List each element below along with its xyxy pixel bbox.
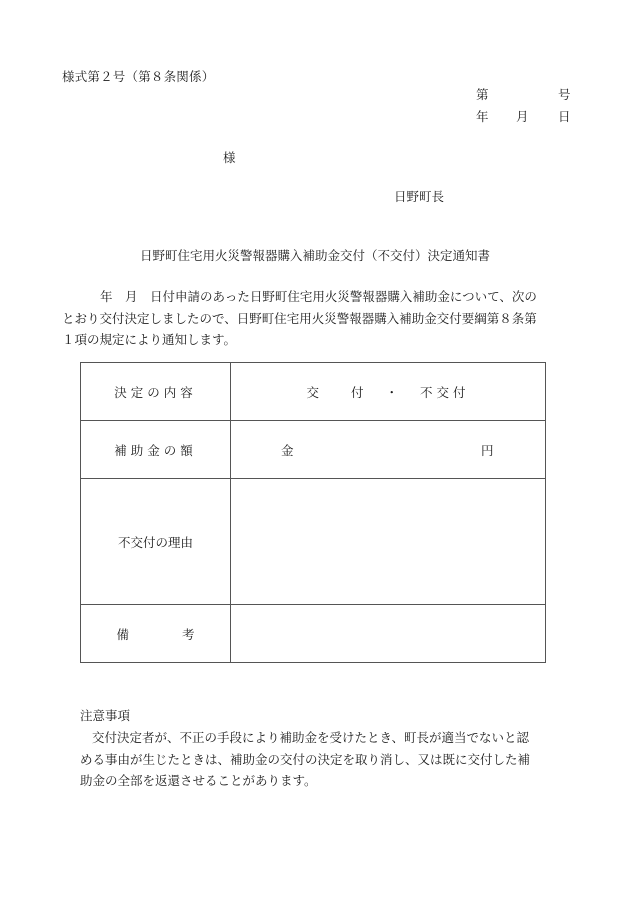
sender: 日野町長 xyxy=(394,189,445,204)
date-day: 日 xyxy=(558,109,571,124)
body-line-3: １項の規定により通知します。 xyxy=(62,332,237,347)
body-line-1: 年 月 日付申請のあった日野町住宅用火災警報器購入補助金について、次の xyxy=(100,289,537,304)
reason-row xyxy=(81,479,546,605)
decision-value-not-granted: 不交付 xyxy=(419,384,470,400)
decision-value-separator: ・ xyxy=(385,384,398,400)
amount-suffix: 円 xyxy=(481,442,494,458)
notice-line-3: 助金の全部を返還させることがあります。 xyxy=(80,773,317,788)
amount-prefix: 金 xyxy=(281,442,294,458)
document-title: 日野町住宅用火災警報器購入補助金交付（不交付）決定通知書 xyxy=(139,248,490,263)
amount-row xyxy=(81,421,546,479)
remarks-label-part2: 考 xyxy=(181,626,195,642)
body-paragraph xyxy=(62,286,572,351)
decision-value-kou: 交 xyxy=(306,384,319,400)
decision-value-cell xyxy=(231,363,546,421)
decision-label: 決定の内容 xyxy=(114,384,197,400)
decision-label-cell xyxy=(81,363,231,421)
body-line-2: とおり交付決定しましたので、日野町住宅用火災警報器購入補助金交付要綱第８条第 xyxy=(62,310,537,326)
reason-value-cell xyxy=(231,479,546,605)
date-year: 年 xyxy=(476,109,489,124)
remarks-label-cell xyxy=(81,605,231,663)
reason-label-cell xyxy=(81,479,231,605)
remarks-label-part1: 備 xyxy=(116,626,130,642)
date-month: 月 xyxy=(516,109,529,124)
remarks-label xyxy=(117,625,195,643)
decision-value-fu: 付 xyxy=(350,384,364,400)
addressee: 様 xyxy=(223,150,236,165)
notice-line-1: 交付決定者が、不正の手段により補助金を受けたとき、町長が適当でないと認 xyxy=(92,730,530,745)
notice-body xyxy=(80,727,570,792)
amount-value-cell xyxy=(231,421,546,479)
decision-row xyxy=(81,363,546,421)
notice-title: 注意事項 xyxy=(80,708,131,723)
amount-label: 補助金の額 xyxy=(114,442,197,458)
notice-line-2: める事由が生じたときは、補助金の交付の決定を取り消し、又は既に交付した補 xyxy=(80,751,531,767)
remarks-value-cell xyxy=(231,605,546,663)
decision-table xyxy=(80,362,546,663)
reason-label: 不交付の理由 xyxy=(117,534,193,550)
number-suffix: 号 xyxy=(558,87,571,102)
amount-label-cell xyxy=(81,421,231,479)
form-number: 様式第２号（第８条関係） xyxy=(62,69,215,84)
remarks-row xyxy=(81,605,546,663)
number-prefix: 第 xyxy=(476,87,489,102)
